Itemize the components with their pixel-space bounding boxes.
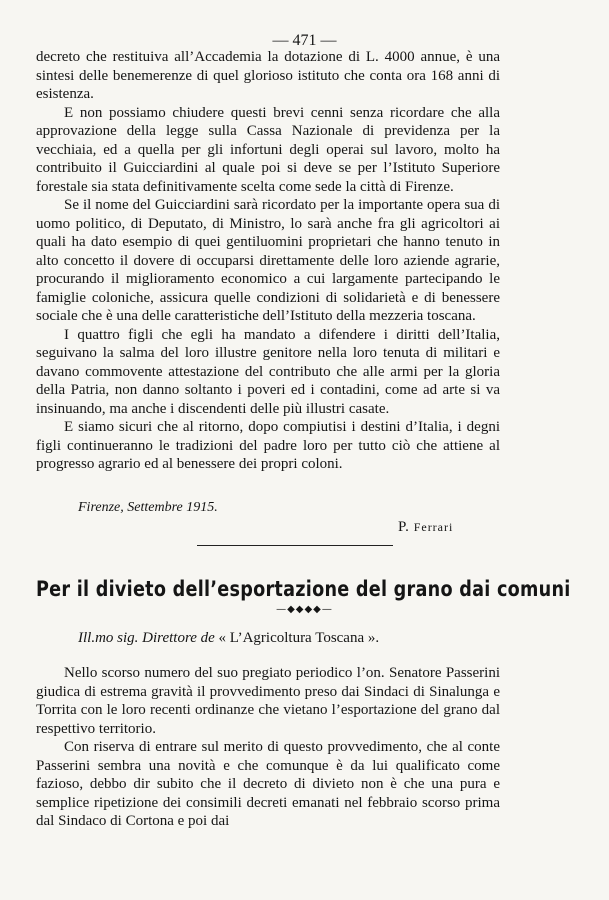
letter-salutation xyxy=(78,630,379,647)
paragraph: E siamo sicuri che al ritorno, dopo compiutisi i destini d’Italia, i degni figli continueranno le tradizioni del padre loro per tutto ciò che attiene al progresso agrario ed al benessere dei propri coloni. xyxy=(36,419,500,472)
author-signature xyxy=(398,519,453,536)
ornament-divider: —◆◆◆◆— xyxy=(276,604,333,615)
salutation-journal: « L’Agricoltura Toscana ». xyxy=(218,630,380,646)
paragraph: E non possiamo chiudere questi brevi cenni senza ricordare che alla approvazione della legge sulla Cassa Nazionale di previdenza per la vecchiaia, ed a quella per gli infortuni degli operai sul lavoro, molto ha contribuito il Guicciardini al quale poi si deve se per l’Istituto Superiore forestale sia stata definitivamente scelta come sede la città di Firenze. xyxy=(36,104,500,195)
section-divider xyxy=(197,545,393,546)
salutation-address: Ill.mo sig. Direttore de xyxy=(78,630,215,646)
page-number: — 471 — xyxy=(272,32,337,49)
paragraph: I quattro figli che egli ha mandato a difendere i diritti dell’Italia, seguivano la salma del loro illustre genitore nella loro tenuta di militari e davano commovente attestazione del contributo che alle armi per la gloria della Patria, non danno soltanto i poveri ed i contadini, come ad arte si va insinuando, ma anche i discendenti delle più illustri casate. xyxy=(36,326,500,417)
article-body-top xyxy=(36,48,500,474)
paragraph: Nello scorso numero del suo pregiato periodico l’on. Senatore Passerini giudica di estrema gravità il provvedimento preso dai Sindaci di Sinalunga e Torrita con le loro recenti ordinanze che vietano l’esportazione del grano dal respettivo territorio. xyxy=(36,665,500,737)
paragraph: Con riserva di entrare sul merito di questo provvedimento, che al conte Passerini sembra una novità e che comunque è da lui qualificato come fazioso, debbo dir subito che il decreto di divieto non è che una pura e semplice ripetizione dei consimili decreti emanati nel febbraio scorso prima dal Sindaco di Cortona e poi dai xyxy=(36,739,500,829)
signature-initial: P. xyxy=(398,519,410,535)
dateline: Firenze, Settembre 1915. xyxy=(78,500,218,515)
paragraph: Se il nome del Guicciardini sarà ricordato per la importante opera sua di uomo politico, di Deputato, di Ministro, lo sarà anche fra gli agricoltori ai quali ha dato esempio di quei gentiluomini proprietari che hanno tenuto in alto concetto il dovere di occuparsi direttamente delle loro aziende agrarie, procurando il miglioramento economico a cui largamente partecipando le famiglie coloniche, assicura quelle condizioni di solidarietà e di benessere sociale che è una delle caratteristiche dell’Istituto della mezzeria toscana. xyxy=(36,197,500,324)
article-heading: Per il divieto dell’esportazione del grano dai comuni xyxy=(36,577,571,601)
paragraph: decreto che restituiva all’Accademia la dotazione di L. 4000 annue, è una sintesi delle benemerenze di quel glorioso istituto che conta ora 168 anni di esistenza. xyxy=(36,49,500,102)
signature-surname: Ferrari xyxy=(413,520,454,534)
article-body-bottom xyxy=(36,664,500,831)
